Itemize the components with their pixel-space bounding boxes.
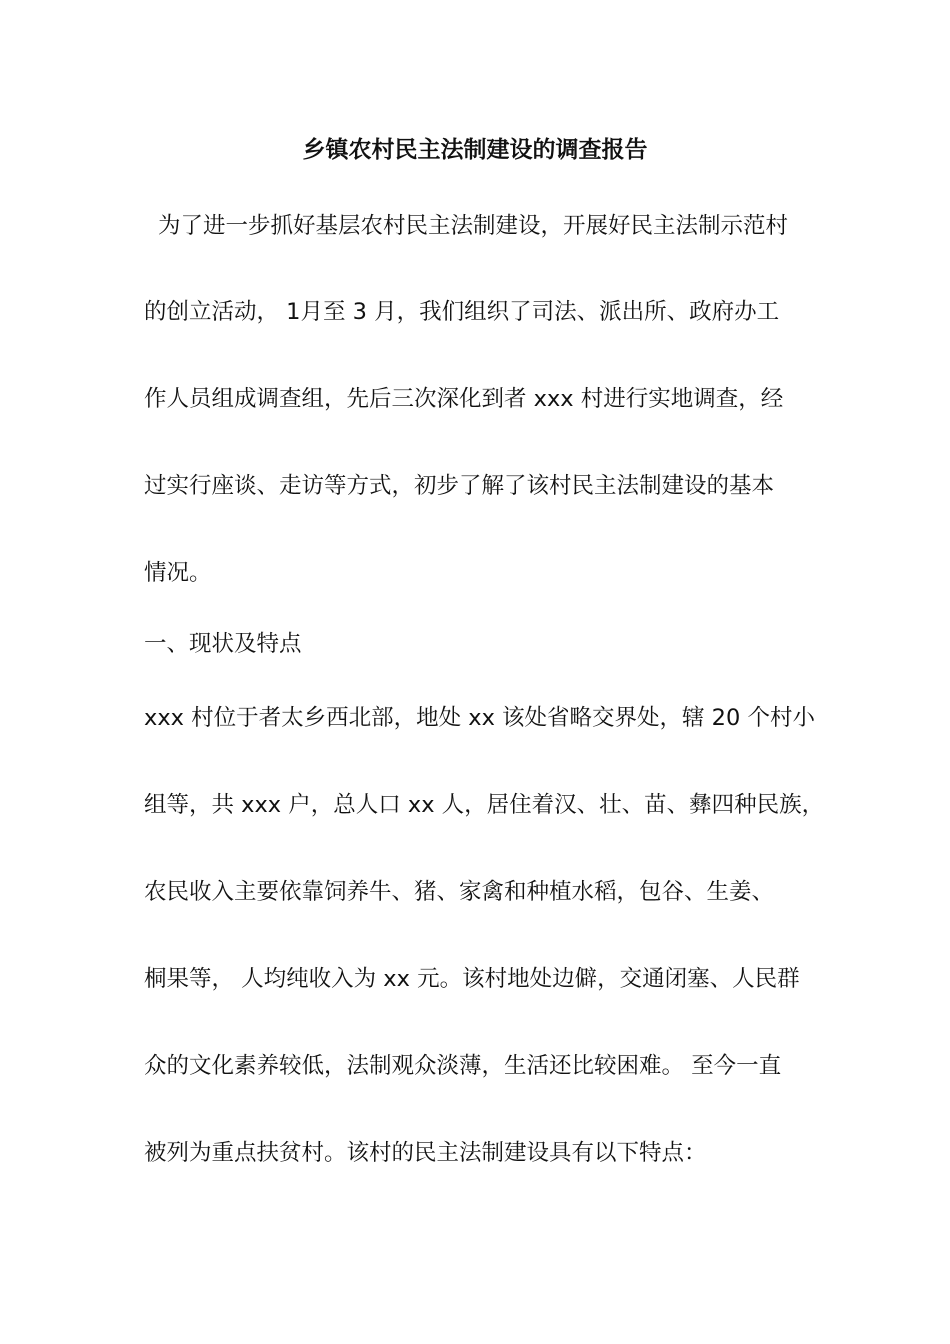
document-title: 乡镇农村民主法制建设的调查报告 bbox=[302, 137, 648, 163]
paragraph-line: 桐果等， 人均纯收入为 xx 元。该村地处边僻，交通闭塞、人民群 bbox=[144, 966, 800, 992]
paragraph-line: 众的文化素养较低，法制观众淡薄，生活还比较困难。 至今一直 bbox=[144, 1053, 782, 1079]
paragraph-line: 被列为重点扶贫村。该村的民主法制建设具有以下特点： bbox=[144, 1140, 707, 1166]
paragraph-line: 为了进一步抓好基层农村民主法制建设，开展好民主法制示范村 bbox=[158, 213, 789, 239]
paragraph-line: xxx 村位于者太乡西北部，地处 xx 该处省略交界处，辖 20 个村小 bbox=[144, 705, 815, 731]
paragraph-line: 组等，共 xxx 户，总人口 xx 人，居住着汉、壮、苗、彝四种民族， bbox=[144, 792, 825, 818]
paragraph-line: 的创立活动， 1月至 3 月，我们组织了司法、派出所、政府办工 bbox=[144, 299, 780, 325]
paragraph-line: 作人员组成调查组，先后三次深化到者 xxx 村进行实地调查，经 bbox=[144, 386, 784, 412]
paragraph-line: 农民收入主要依靠饲养牛、猪、家禽和种植水稻，包谷、生姜、 bbox=[144, 879, 775, 905]
paragraph-line: 情况。 bbox=[144, 560, 212, 586]
paragraph-line: 过实行座谈、走访等方式，初步了解了该村民主法制建设的基本 bbox=[144, 473, 775, 499]
section-heading: 一、现状及特点 bbox=[144, 631, 302, 657]
